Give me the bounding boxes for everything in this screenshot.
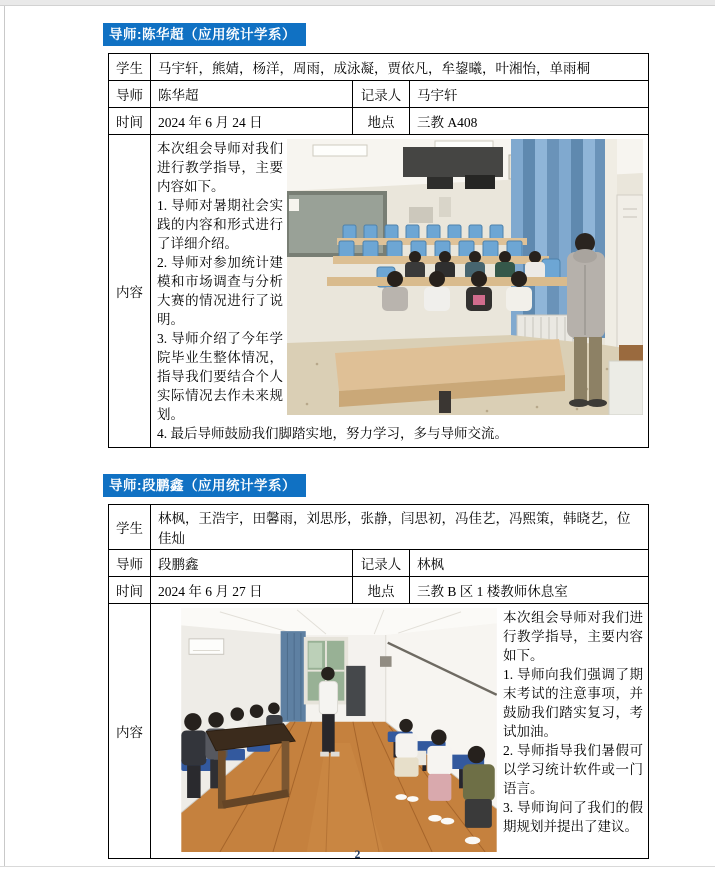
content-label: 内容	[109, 604, 151, 859]
content-intro: 本次组会导师对我们进行教学指导，主要内容如下。	[503, 610, 643, 663]
classroom-photo	[287, 139, 643, 415]
content-cell-1	[151, 135, 649, 448]
tutor-label: 导师	[109, 81, 151, 108]
recorder-value: 林枫	[410, 550, 649, 577]
tutor-banner-2: 导师:段鹏鑫（应用统计学系）	[103, 474, 306, 497]
location-label: 地点	[353, 577, 410, 604]
students-label: 学生	[109, 54, 151, 81]
content-intro: 本次组会导师对我们进行教学指导，主要内容如下。	[157, 141, 283, 194]
students-value: 林枫，王浩宇，田馨雨，刘思彤，张静，闫思初，冯佳艺，冯熙策，韩晓艺，位佳灿	[151, 505, 649, 550]
recorder-value: 马宇轩	[410, 81, 649, 108]
page-number: 2	[354, 849, 361, 861]
content-label: 内容	[109, 135, 151, 448]
table-row	[109, 577, 649, 604]
tutor-value: 陈华超	[151, 81, 353, 108]
tutor-banner-1: 导师:陈华超（应用统计学系）	[103, 23, 306, 46]
time-label: 时间	[109, 108, 151, 135]
content-item: 2. 导师对参加统计建模和市场调查与分析大赛的情况进行了说明。	[157, 255, 283, 327]
content-item: 1. 导师对暑期社会实践的内容和形式进行了详细介绍。	[157, 198, 283, 251]
location-value: 三教 A408	[410, 108, 649, 135]
meeting-table-1	[108, 53, 649, 448]
tutor-value: 段鹏鑫	[151, 550, 353, 577]
page-content	[108, 0, 648, 859]
table-row	[109, 81, 649, 108]
page-left-edge	[4, 6, 5, 866]
recorder-label: 记录人	[353, 550, 410, 577]
location-value: 三教 B 区 1 楼教师休息室	[410, 577, 649, 604]
content-item: 4. 最后导师鼓励我们脚踏实地，努力学习，多与导师交流。	[157, 426, 508, 441]
time-value: 2024 年 6 月 27 日	[151, 577, 353, 604]
time-value: 2024 年 6 月 24 日	[151, 108, 353, 135]
table-row	[109, 108, 649, 135]
table-row	[109, 550, 649, 577]
table-row	[109, 505, 649, 550]
content-item: 3. 导师询问了我们的假期规划并提出了建议。	[503, 800, 643, 834]
students-value: 马宇轩，熊婧，杨洋，周雨，成泳凝，贾依凡，牟鋆曦，叶湘怡，单雨桐	[151, 54, 649, 81]
tutor-label: 导师	[109, 550, 151, 577]
table-row	[109, 604, 649, 859]
content-item: 2. 导师指导我们暑假可以学习统计软件或一门语言。	[503, 743, 643, 796]
table-row	[109, 135, 649, 448]
lounge-photo	[181, 608, 497, 852]
content-item: 1. 导师向我们强调了期末考试的注意事项，并鼓励我们踏实复习，考试加油。	[503, 667, 643, 739]
content-cell-2	[151, 604, 649, 859]
content-item: 3. 导师介绍了今年学院毕业生整体情况，指导我们要结合个人实际情况去作未来规划。	[157, 331, 283, 422]
time-label: 时间	[109, 577, 151, 604]
meeting-table-2	[108, 504, 649, 859]
recorder-label: 记录人	[353, 81, 410, 108]
location-label: 地点	[353, 108, 410, 135]
table-row	[109, 54, 649, 81]
page-bottom-edge	[0, 866, 715, 867]
students-label: 学生	[109, 505, 151, 550]
